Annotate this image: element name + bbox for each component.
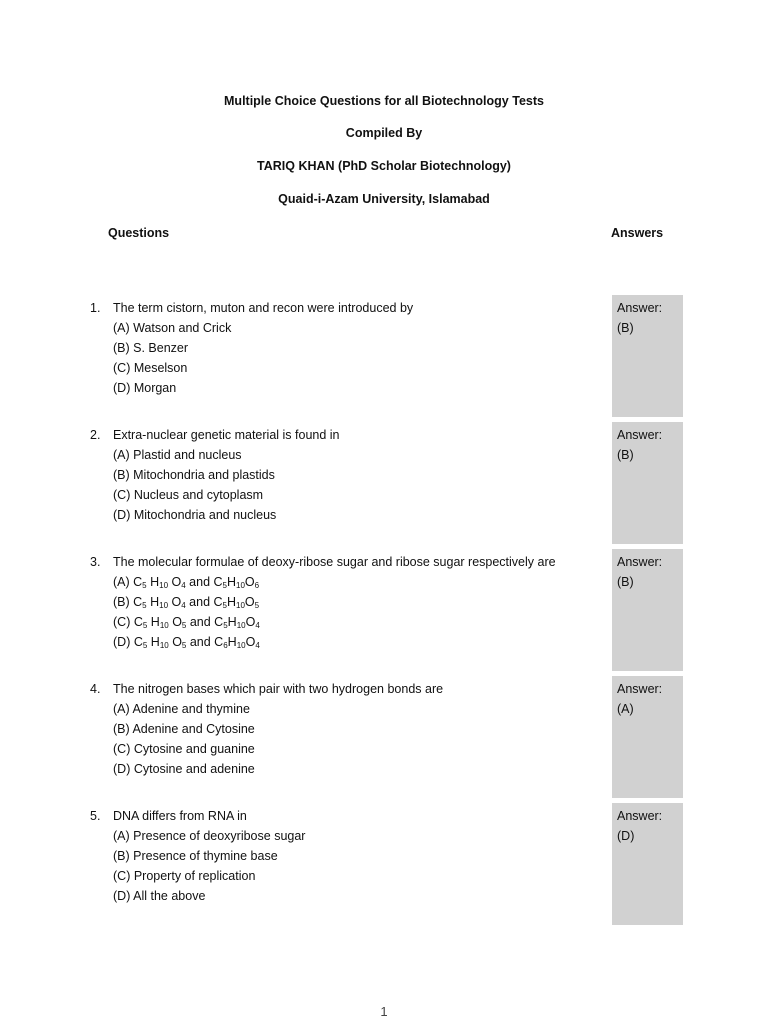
author-name: TARIQ KHAN (PhD Scholar Biotechnology) — [257, 159, 511, 173]
answer-option: (D) Cytosine and adenine — [113, 762, 255, 776]
answer-box — [612, 803, 683, 925]
question-item — [90, 679, 610, 779]
answer-option: (B) $C_5$ $H_{10}$ $O_4$ and $C_5H_{10}O_5$ — [113, 595, 260, 610]
answer-option: (D) $C_5$ $H_{10}$ $O_5$ and $C_6H_{10}O_4$ — [113, 635, 260, 650]
answer-value: (A) — [617, 702, 634, 716]
question-line — [90, 298, 610, 318]
answer-box — [612, 676, 683, 798]
answer-box — [612, 549, 683, 671]
answer-label: Answer: — [617, 555, 663, 569]
question-text: DNA differs from RNA in — [113, 809, 247, 823]
question-item — [90, 552, 610, 652]
question-line — [90, 425, 610, 445]
answer-option: (B) Presence of thymine base — [113, 849, 278, 863]
question-item — [90, 425, 610, 525]
question-text: The nitrogen bases which pair with two hydrogen bonds are — [113, 682, 444, 696]
questions-column-header: Questions — [108, 226, 170, 240]
answers-column-header: Answers — [611, 226, 664, 240]
question-number: 2. — [90, 428, 101, 442]
answer-value: (B) — [617, 321, 634, 335]
page-number: 1 — [380, 1004, 388, 1019]
answer-label: Answer: — [617, 809, 663, 823]
answer-option: (B) S. Benzer — [113, 341, 189, 355]
answer-option: (A) $C_5$ $H_{10}$ $O_4$ and $C_5H_{10}O_6$ — [113, 575, 260, 590]
answer-option: (D) Morgan — [113, 381, 177, 395]
answer-option: (B) Mitochondria and plastids — [113, 468, 275, 482]
question-number: 1. — [90, 301, 101, 315]
question-number: 4. — [90, 682, 101, 696]
answer-option: (C) Nucleus and cytoplasm — [113, 488, 264, 502]
answer-label: Answer: — [617, 428, 663, 442]
answer-option: (B) Adenine and Cytosine — [113, 722, 255, 736]
answer-option: (D) All the above — [113, 889, 206, 903]
question-number: 3. — [90, 555, 101, 569]
answer-label: Answer: — [617, 682, 663, 696]
answer-option: (A) Watson and Crick — [113, 321, 232, 335]
document-title: Multiple Choice Questions for all Biotechnology Tests — [224, 94, 544, 108]
answer-option: (C) Property of replication — [113, 869, 256, 883]
question-line — [90, 806, 610, 826]
university-name: Quaid-i-Azam University, Islamabad — [278, 192, 490, 206]
answer-value: (B) — [617, 448, 634, 462]
answer-value: (B) — [617, 575, 634, 589]
question-line — [90, 679, 610, 699]
question-item — [90, 806, 610, 906]
answer-option: (A) Plastid and nucleus — [113, 448, 242, 462]
answer-option: (C) Meselson — [113, 361, 188, 375]
compiled-by-label: Compiled By — [345, 126, 423, 140]
answer-option: (A) Adenine and thymine — [113, 702, 250, 716]
question-line — [90, 552, 610, 572]
answer-label: Answer: — [617, 301, 663, 315]
question-item — [90, 298, 610, 398]
question-text: Extra-nuclear genetic material is found in — [113, 428, 340, 442]
question-text: The molecular formulae of deoxy-ribose sugar and ribose sugar respectively are — [113, 555, 556, 569]
answer-option: (C) $C_5$ $H_{10}$ $O_5$ and $C_5H_{10}O_4$ — [113, 615, 260, 630]
answer-value: (D) — [617, 829, 635, 843]
answer-option: (D) Mitochondria and nucleus — [113, 508, 277, 522]
answer-option: (A) Presence of deoxyribose sugar — [113, 829, 306, 843]
question-number: 5. — [90, 809, 101, 823]
question-text: The term cistorn, muton and recon were introduced by — [113, 301, 414, 315]
answer-box — [612, 295, 683, 417]
answer-box — [612, 422, 683, 544]
answer-option: (C) Cytosine and guanine — [113, 742, 255, 756]
